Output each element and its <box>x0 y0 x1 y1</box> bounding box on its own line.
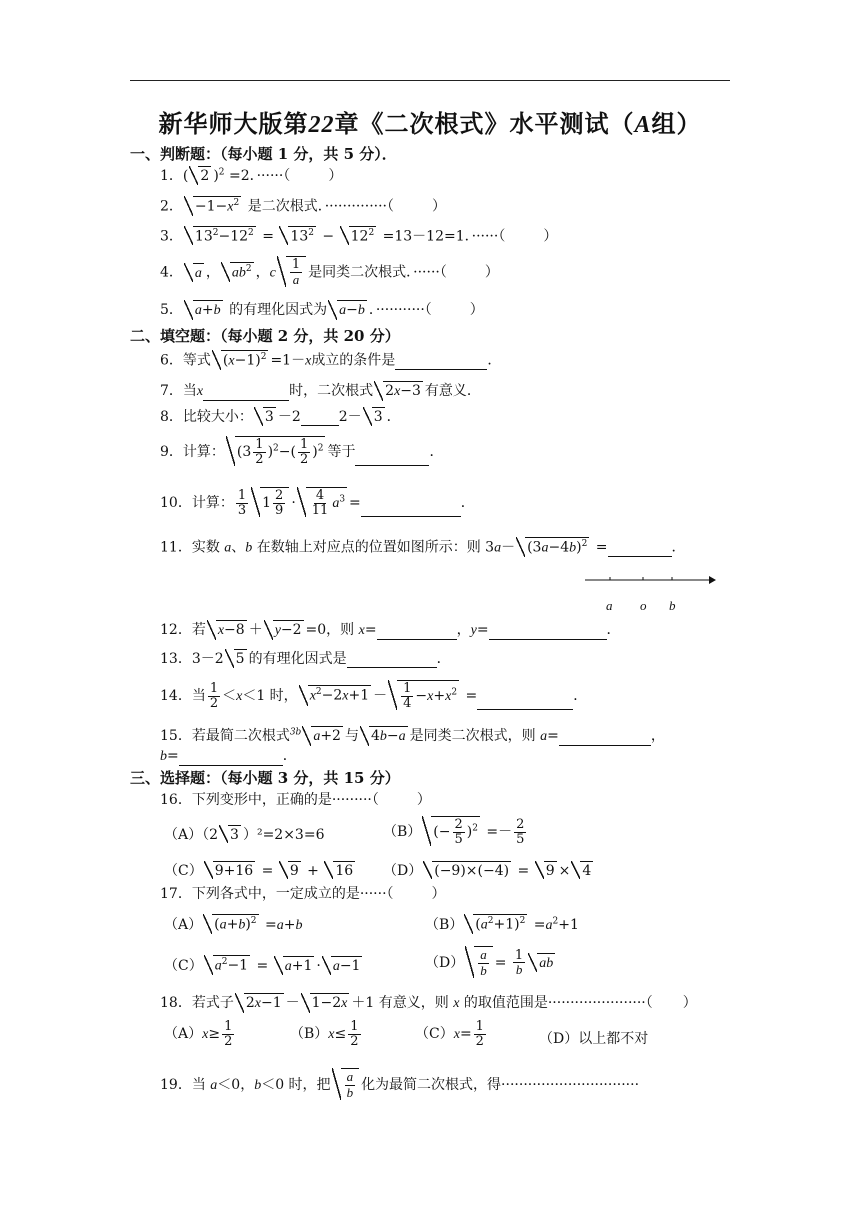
answer-blank[interactable] <box>559 731 651 746</box>
answer-blank[interactable] <box>608 542 672 557</box>
question-6: 6．等式 $(x-1)^2 =1-x$成立的条件是 ． <box>160 352 502 369</box>
question-3: 3． $13^2-12^2 = 13^2 - 12^2 =13-12=1$．······（ ） <box>160 228 558 245</box>
question-18-option-d[interactable]: （D）以上都不对 <box>539 1031 649 1047</box>
title-middle: 章《二次根式》水平测试（ <box>334 109 635 138</box>
question-13: 13．3－2 5 的有理化因式是 ． <box>160 651 451 667</box>
question-17-option-b[interactable]: （B） $(a^2+1)^2 =a^2+1$ <box>425 916 579 933</box>
top-rule <box>130 80 730 81</box>
answer-blank[interactable] <box>203 386 289 401</box>
question-16-option-c[interactable]: （C） 9+16 = 9 + 16 <box>164 863 354 879</box>
title-chapter-number: 22 <box>308 112 335 138</box>
axis-label-o: o <box>640 598 647 613</box>
question-16-option-d[interactable]: （D） (−9)×(−4) = 9 × 4 <box>383 863 592 879</box>
page-title <box>0 104 860 139</box>
question-2: 2． $-1-x^2$ 是二次根式．··············（ ） <box>160 198 447 215</box>
answer-blank[interactable] <box>361 502 461 517</box>
question-8: 8．比较大小： 3 －2 2－ 3 ． <box>160 409 401 425</box>
question-15-line2: b= ． <box>160 748 297 764</box>
question-16-option-b[interactable]: （B） (− $\frac{2}{5}$ )$^2$ =－ $\frac{2}{5}$ <box>383 817 525 847</box>
question-19: 19．当 a＜0，b＜0 时，把 $\frac{a}{b}$ 化为最简二次根式，得······························· <box>160 1069 640 1100</box>
question-18-option-c[interactable]: （C）x= $\frac{1}{2}$ <box>415 1019 484 1049</box>
question-9: 9．计算： (3 $\frac{1}{2}$ )$^2$−( $\frac{1}{2}$ )$^2$ 等于 ． <box>160 437 444 467</box>
question-16: 16．下列变形中，正确的是·········（ ） <box>160 792 431 808</box>
question-17: 17．下列各式中，一定成立的是······（ ） <box>160 886 446 902</box>
title-suffix: 组） <box>651 109 702 138</box>
section-2-header: 二、填空题：（每小题 2 分，共 20 分） <box>130 327 400 345</box>
title-prefix: 新华师大版第 <box>158 109 309 138</box>
title-group: A <box>634 112 652 138</box>
question-12: 12．若 x−8 ＋ y−2 =0，则 x= ，y= ． <box>160 622 621 638</box>
question-16-option-a[interactable]: （A）（2 3 ）²=2×3=6 <box>164 827 325 843</box>
question-11: 11．实数 a、b 在数轴上对应点的位置如图所示：则 $3a- (3a-4b)^2$ = ． <box>160 539 686 556</box>
question-15: 15．若最简二次根式$^{3b}$ a+2 与 4b−a 是同类二次根式，则 a= ， <box>160 727 665 744</box>
question-14: 14．当 $\frac{1}{2}$ ＜x＜1 时， $x^2-2x+1$ － $\frac{1}{4}$ $-x+x^2$ = ． <box>160 681 588 711</box>
answer-blank[interactable] <box>377 625 457 640</box>
question-18: 18．若式子 2x−1 － 1−2x ＋1 有意义，则 x 的取值范围是······················（ ） <box>160 995 697 1011</box>
question-17-option-c[interactable]: （C） $a^2-1 = a+1 \cdot a-1$ <box>164 957 361 974</box>
axis-label-b: b <box>669 598 676 613</box>
question-4: 4． a ， $ab^2$ ，c $\frac{1}{a}$ 是同类二次根式．······（ ） <box>160 257 499 287</box>
answer-blank[interactable] <box>347 653 437 668</box>
answer-blank[interactable] <box>395 355 487 370</box>
answer-blank[interactable] <box>301 411 339 426</box>
answer-blank[interactable] <box>179 751 283 766</box>
question-18-option-a[interactable]: （A）x≥ $\frac{1}{2}$ <box>164 1019 233 1049</box>
answer-blank[interactable] <box>489 625 607 640</box>
axis-label-a: a <box>606 598 613 613</box>
question-1: 1．( 2 )$^2$ =2．······（ ） <box>160 167 343 184</box>
section-3-header: 三、选择题：（每小题 3 分，共 15 分） <box>130 769 400 787</box>
question-17-option-a[interactable]: （A） $(a+b)^2 =a+b$ <box>164 916 303 933</box>
question-10: 10．计算： $\frac{1}{3}$ 1 $\frac{2}{9}$ · $\frac{4}{11}$ $a^3$ = ． <box>160 488 475 518</box>
question-5: 5． a+b 的有理化因式为 a−b ．···········（ ） <box>160 302 484 318</box>
question-18-option-b[interactable]: （B）x≤ $\frac{1}{2}$ <box>290 1019 359 1049</box>
question-7: 7．当x 时，二次根式 2x−3 有意义． <box>160 383 481 399</box>
number-line <box>585 572 720 592</box>
answer-blank[interactable] <box>477 695 573 710</box>
question-17-option-d[interactable]: （D） $\frac{a}{b}$ = $\frac{1}{b}$ ab <box>425 947 554 978</box>
section-1-header: 一、判断题：（每小题 1 分，共 5 分）． <box>130 145 397 163</box>
answer-blank[interactable] <box>355 451 429 466</box>
number-line-arrow <box>709 576 716 584</box>
